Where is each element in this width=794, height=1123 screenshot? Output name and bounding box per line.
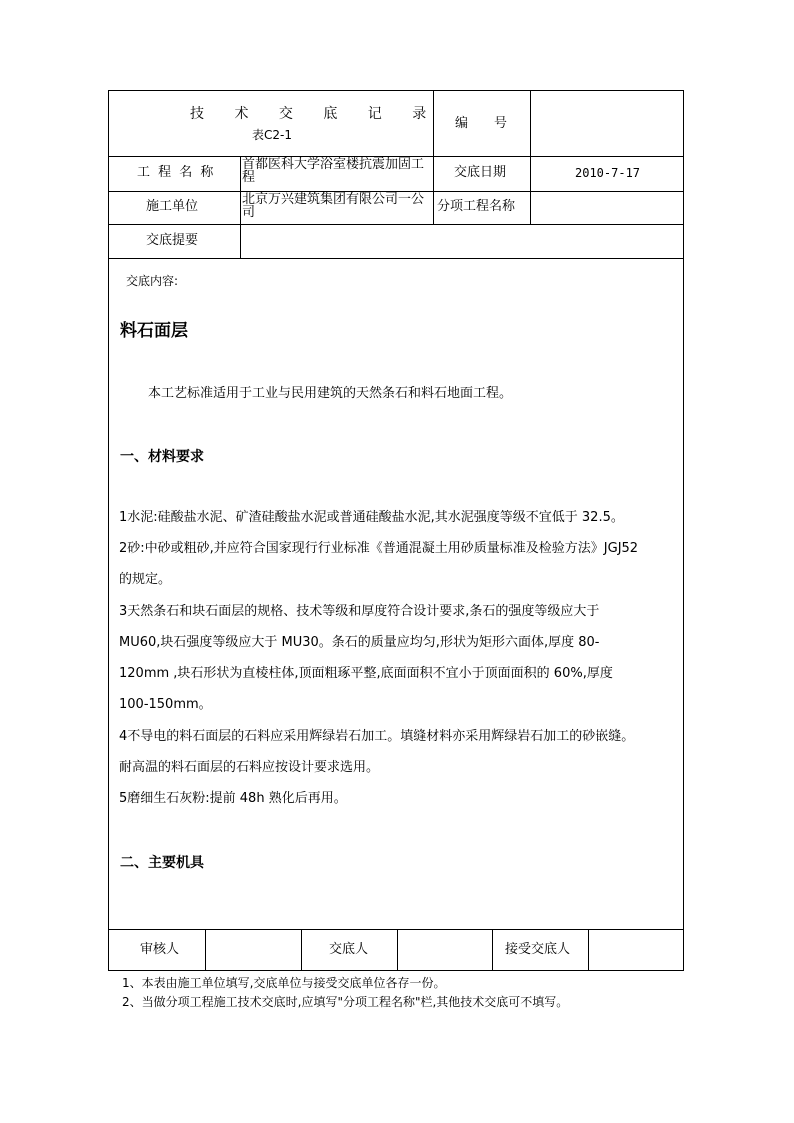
material-line: 1水泥:硅酸盐水泥、矿渣硅酸盐水泥或普通硅酸盐水泥,其水泥强度等级不宜低于 32.5。 — [119, 510, 624, 525]
row-divider-5 — [108, 929, 684, 930]
summary-label: 交底提要 — [146, 233, 199, 248]
unit-label: 施工单位 — [146, 199, 199, 214]
form-code: 表C2-1 — [252, 128, 292, 142]
material-line: 耐高温的料石面层的石料应按设计要求选用。 — [119, 760, 380, 775]
row-divider-4 — [108, 258, 684, 259]
material-line: 120mm ,块石形状为直棱柱体,顶面粗琢平整,底面面积不宜小于顶面面积的 60%,厚度 — [119, 666, 613, 681]
sig-divider-2 — [301, 929, 302, 971]
sig-divider-3 — [397, 929, 398, 971]
sig-divider-4 — [492, 929, 493, 971]
col-divider-2 — [530, 90, 531, 224]
date-label: 交底日期 — [454, 165, 507, 180]
unit-value: 北京万兴建筑集团有限公司一公司 — [242, 192, 425, 220]
form-title: 技 术 交 底 记 录 — [190, 106, 440, 122]
section-heading-materials: 一、材料要求 — [120, 449, 204, 465]
material-line: 3天然条石和块石面层的规格、技术等级和厚度符合设计要求,条石的强度等级应大于 — [119, 604, 600, 619]
subitem-label: 分项工程名称 — [437, 199, 516, 214]
material-line: MU60,块石强度等级应大于 MU30。条石的质量应均匀,形状为矩形六面体,厚度 80- — [119, 635, 600, 650]
material-line: 5磨细生石灰粉:提前 48h 熟化后再用。 — [119, 791, 347, 806]
material-line: 4不导电的料石面层的石料应采用辉绿岩石加工。填缝材料亦采用辉绿岩石加工的砂嵌缝。 — [119, 729, 635, 744]
material-line: 的规定。 — [119, 572, 172, 587]
material-line: 2砂:中砂或粗砂,并应符合国家现行行业标准《普通混凝土用砂质量标准及检验方法》JGJ52 — [119, 541, 639, 556]
sig-divider-1 — [205, 929, 206, 971]
number-label: 编 号 — [455, 116, 508, 131]
material-line: 100-150mm。 — [119, 697, 212, 712]
sig-divider-5 — [588, 929, 589, 971]
content-title: 料石面层 — [120, 321, 188, 341]
discloser-label: 交底人 — [329, 942, 369, 957]
footnote: 2、当做分项工程施工技术交底时,应填写"分项工程名称"栏,其他技术交底可不填写。 — [122, 995, 569, 1009]
date-value: 2010-7-17 — [575, 166, 641, 180]
project-name-label: 工 程 名 称 — [137, 165, 216, 180]
intro-text: 本工艺标准适用于工业与民用建筑的天然条石和料石地面工程。 — [148, 386, 513, 401]
form-frame — [108, 90, 684, 971]
section-heading-tools: 二、主要机具 — [120, 855, 204, 871]
footnote: 1、本表由施工单位填写,交底单位与接受交底单位各存一份。 — [122, 976, 446, 990]
content-label: 交底内容: — [126, 274, 179, 288]
row-divider-3 — [108, 224, 684, 225]
col-divider-3 — [240, 156, 241, 258]
project-name-value: 首都医科大学浴室楼抗震加固工程 — [242, 157, 425, 185]
receiver-label: 接受交底人 — [505, 942, 571, 957]
reviewer-label: 审核人 — [140, 942, 180, 957]
